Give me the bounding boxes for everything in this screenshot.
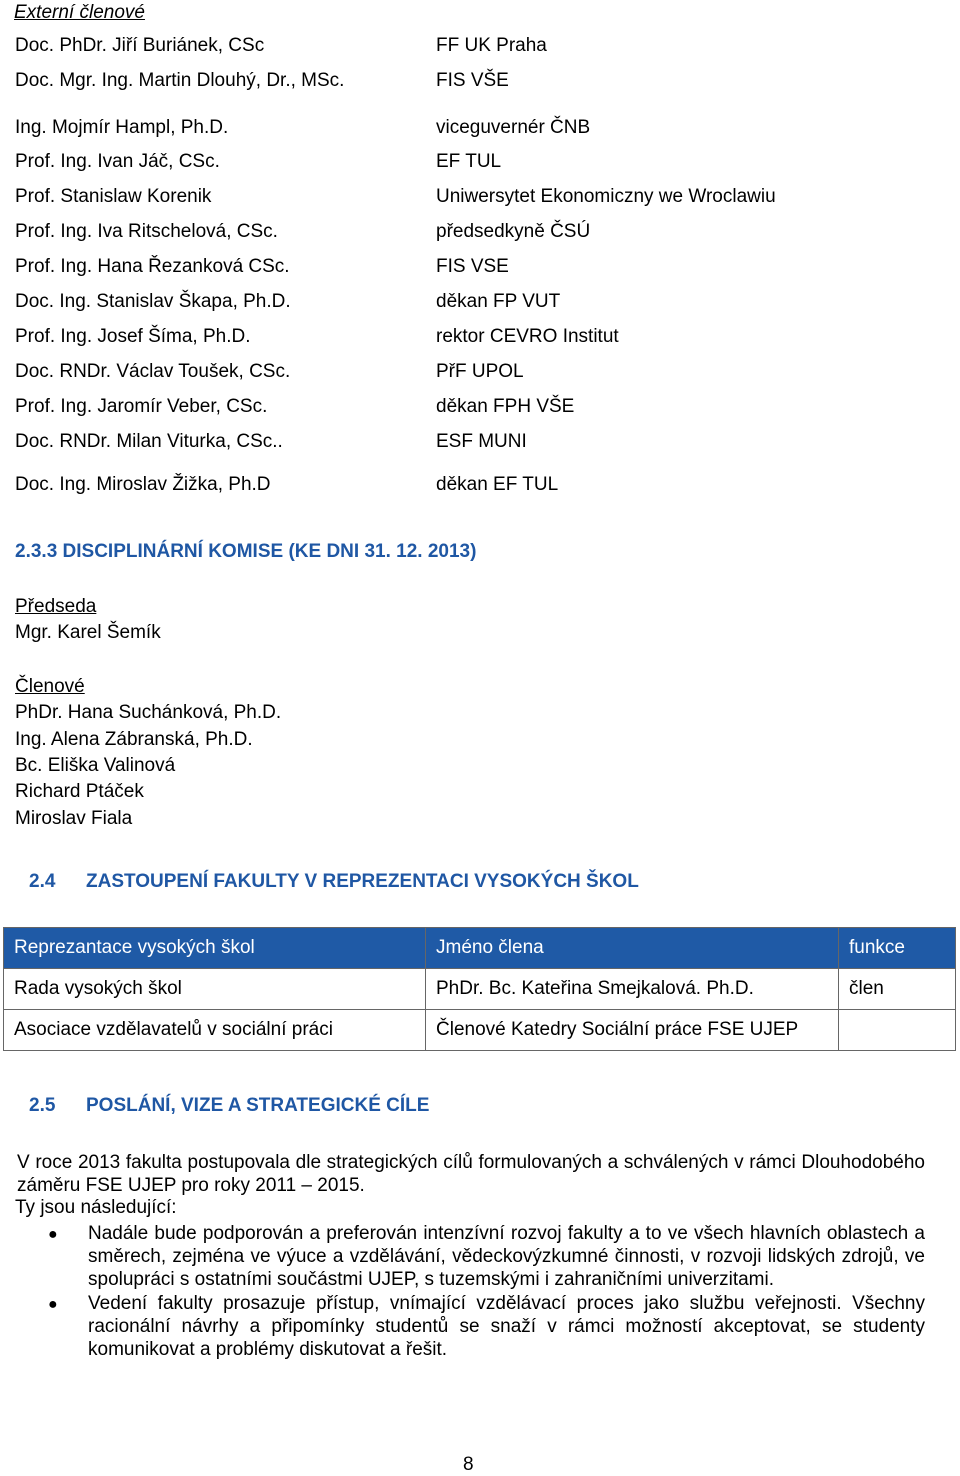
bullet-icon: ● <box>48 1226 58 1243</box>
table-cell: člen <box>839 969 956 1010</box>
table-header-cell: funkce <box>839 928 956 969</box>
list-item-text: Nadále bude podporován a preferován intenzívní rozvoj fakulty a to ve všech hlavních oblastech a směrech, zejména ve výuce a vzdělávání, vědeckovýzkumné činnosti, v rozvoji lidských zdrojů, ve spolupráci s ostatními součástmi UJEP, s tuzemskými i zahraničními univerzitami. <box>88 1223 925 1290</box>
member-affiliation: FIS VSE <box>436 256 509 277</box>
member-affiliation: FF UK Praha <box>436 35 547 56</box>
bullet-icon: ● <box>48 1296 58 1313</box>
table-cell <box>839 1010 956 1051</box>
member-name: Prof. Stanislaw Korenik <box>15 186 212 207</box>
member-affiliation: děkan EF TUL <box>436 474 559 495</box>
member-affiliation: Uniwersytet Ekonomiczny we Wroclawiu <box>436 186 776 207</box>
member-affiliation: EF TUL <box>436 151 502 172</box>
section-25-number: 2.5 <box>29 1095 56 1116</box>
member-affiliation: viceguvernér ČNB <box>436 117 591 138</box>
list-intro: Ty jsou následující: <box>15 1197 177 1218</box>
member-affiliation: rektor CEVRO Institut <box>436 326 619 347</box>
table-cell: Asociace vzdělavatelů v sociální práci <box>4 1010 426 1051</box>
member-affiliation: předsedkyně ČSÚ <box>436 221 591 242</box>
committee-member: PhDr. Hana Suchánková, Ph.D. <box>15 702 282 723</box>
section-24-title: ZASTOUPENÍ FAKULTY V REPREZENTACI VYSOKÝCH ŠKOL <box>86 871 639 892</box>
members-label: Členové <box>15 676 85 697</box>
member-affiliation: FIS VŠE <box>436 70 509 91</box>
member-affiliation: děkan FPH VŠE <box>436 396 575 417</box>
list-item <box>0 1292 925 1361</box>
chair-label: Předseda <box>15 596 97 617</box>
member-affiliation: děkan FP VUT <box>436 291 561 312</box>
member-name: Prof. Ing. Josef Šíma, Ph.D. <box>15 326 251 347</box>
chair-name: Mgr. Karel Šemík <box>15 622 161 643</box>
goals-list <box>0 1222 925 1361</box>
member-name: Prof. Ing. Iva Ritschelová, CSc. <box>15 221 278 242</box>
table-row <box>4 1010 956 1051</box>
member-name: Doc. PhDr. Jiří Buriánek, CSc <box>15 35 265 56</box>
representation-table <box>3 927 956 1051</box>
page-number: 8 <box>463 1454 474 1475</box>
member-affiliation: PřF UPOL <box>436 361 524 382</box>
table-header-cell: Reprezantace vysokých škol <box>4 928 426 969</box>
member-name: Prof. Ing. Jaromír Veber, CSc. <box>15 396 268 417</box>
member-name: Prof. Ing. Ivan Jáč, CSc. <box>15 151 220 172</box>
committee-member: Richard Ptáček <box>15 781 144 802</box>
member-name: Prof. Ing. Hana Řezanková CSc. <box>15 256 290 277</box>
member-name: Doc. RNDr. Václav Toušek, CSc. <box>15 361 291 382</box>
list-item <box>0 1222 925 1291</box>
discipline-heading: 2.3.3 DISCIPLINÁRNÍ KOMISE (KE DNI 31. 12. 2013) <box>15 541 477 562</box>
member-affiliation: ESF MUNI <box>436 431 527 452</box>
member-name: Doc. Ing. Stanislav Škapa, Ph.D. <box>15 291 291 312</box>
table-row <box>4 969 956 1010</box>
member-name: Ing. Mojmír Hampl, Ph.D. <box>15 117 229 138</box>
table-cell: Rada vysokých škol <box>4 969 426 1010</box>
member-name: Doc. Mgr. Ing. Martin Dlouhý, Dr., MSc. <box>15 70 345 91</box>
section-25-title: POSLÁNÍ, VIZE A STRATEGICKÉ CÍLE <box>86 1095 430 1116</box>
member-name: Doc. RNDr. Milan Viturka, CSc.. <box>15 431 283 452</box>
list-item-text: Vedení fakulty prosazuje přístup, vnímající vzdělávací proces jako službu veřejnosti. Všechny racionální návrhy a připomínky studentů se snaží v rámci možností akceptovat, se studenty komunikovat a problémy diskutovat a řešit. <box>88 1293 925 1360</box>
external-members-title: Externí členové <box>14 2 145 23</box>
section-24-number: 2.4 <box>29 871 56 892</box>
committee-member: Bc. Eliška Valinová <box>15 755 176 776</box>
table-cell: PhDr. Bc. Kateřina Smejkalová. Ph.D. <box>426 969 839 1010</box>
committee-member: Miroslav Fiala <box>15 808 133 829</box>
committee-member: Ing. Alena Zábranská, Ph.D. <box>15 729 253 750</box>
table-header-cell: Jméno člena <box>426 928 839 969</box>
table-header-row <box>4 928 956 969</box>
intro-paragraph: V roce 2013 fakulta postupovala dle strategických cílů formulovaných a schválených v rámci Dlouhodobého záměru FSE UJEP pro roky 2011 – 2015. <box>17 1152 925 1196</box>
member-name: Doc. Ing. Miroslav Žižka, Ph.D <box>15 474 271 495</box>
table-cell: Členové Katedry Sociální práce FSE UJEP <box>426 1010 839 1051</box>
